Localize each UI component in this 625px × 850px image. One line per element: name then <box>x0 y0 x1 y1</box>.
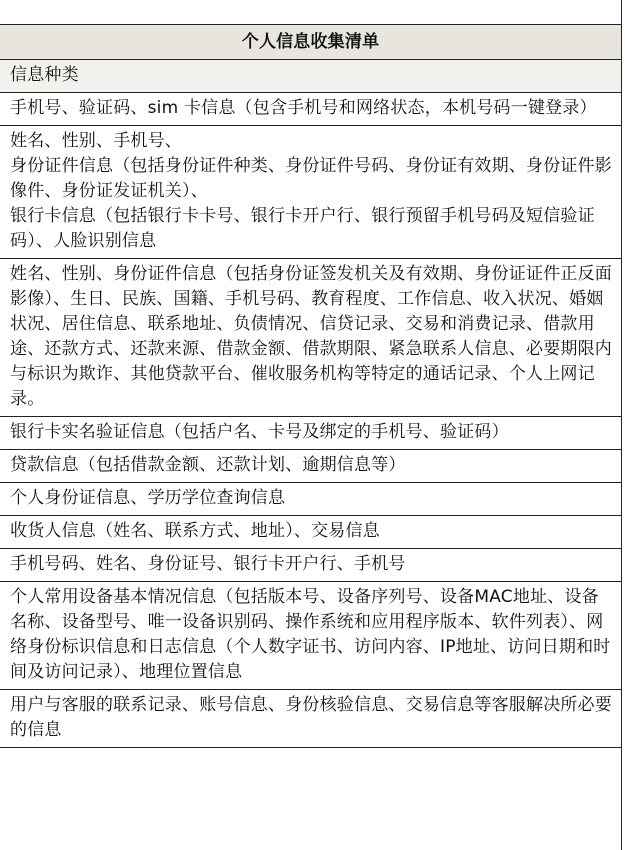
table-row <box>0 483 621 516</box>
table-cell <box>0 582 621 690</box>
table-row <box>0 516 621 549</box>
cell-text: 身份证件信息（包括身份证件种类、身份证件号码、身份证有效期、身份证件影像件、身份证发证机关）、 <box>10 156 612 201</box>
table-cell <box>0 690 621 748</box>
table-row <box>0 582 621 690</box>
table-cell <box>0 126 621 259</box>
column-header-info-type: 信息种类 <box>0 60 621 93</box>
table-cell <box>0 417 621 450</box>
table-row <box>0 126 621 259</box>
cell-text: 银行卡信息（包括银行卡卡号、银行卡开户行、银行预留手机号码及短信验证码）、人脸识别信息 <box>10 206 595 251</box>
table-row <box>0 450 621 483</box>
table-row <box>0 93 621 126</box>
cell-text: 银行卡实名验证信息（包括户名、卡号及绑定的手机号、验证码） <box>10 422 509 442</box>
cell-text: 用户与客服的联系记录、账号信息、身份核验信息、交易信息等客服解决所必要的信息 <box>10 695 612 740</box>
cell-text: 个人常用设备基本情况信息（包括版本号、设备序列号、设备MAC地址、设备名称、设备型号、唯一设备识别码、操作系统和应用程序版本、软件列表）、网络身份标识信息和日志信息（个人数字证书、访问内容、IP地址、访问日期和时间及访问记录）、地理位置信息 <box>10 587 611 682</box>
table-cell <box>0 549 621 582</box>
table-cell <box>0 516 621 549</box>
table-cell <box>0 259 621 417</box>
cell-text: 姓名、性别、手机号、 <box>10 131 182 151</box>
table-row <box>0 549 621 582</box>
cell-text: 收货人信息（姓名、联系方式、地址）、交易信息 <box>10 521 380 541</box>
top-margin <box>0 0 621 25</box>
personal-info-table <box>0 25 621 748</box>
table-cell <box>0 93 621 126</box>
table-row <box>0 690 621 748</box>
cell-text: 手机号码、姓名、身份证号、银行卡开户行、手机号 <box>10 554 406 574</box>
table-header-row <box>0 60 621 93</box>
table-row <box>0 417 621 450</box>
table-cell <box>0 450 621 483</box>
table-title: 个人信息收集清单 <box>0 25 621 60</box>
cell-text: 个人身份证信息、学历学位查询信息 <box>10 488 286 508</box>
cell-text: 手机号、验证码、sim 卡信息（包含手机号和网络状态，本机号码一键登录） <box>10 98 597 118</box>
table-cell <box>0 483 621 516</box>
table-row <box>0 259 621 417</box>
table-title-row <box>0 25 621 60</box>
cell-text: 贷款信息（包括借款金额、还款计划、逾期信息等） <box>10 455 406 475</box>
cell-text: 姓名、性别、身份证件信息（包括身份证签发机关及有效期、身份证证件正反面影像）、生日、民族、国籍、手机号码、教育程度、工作信息、收入状况、婚姻状况、居住信息、联系地址、负债情况、信贷记录、交易和消费记录、借款用途、还款方式、还款来源、借款金额、借款期限、紧急联系人信息、必要期限内与标识为欺诈、其他贷款平台、催收服务机构等特定的通话记录、个人上网记录。 <box>10 264 612 409</box>
